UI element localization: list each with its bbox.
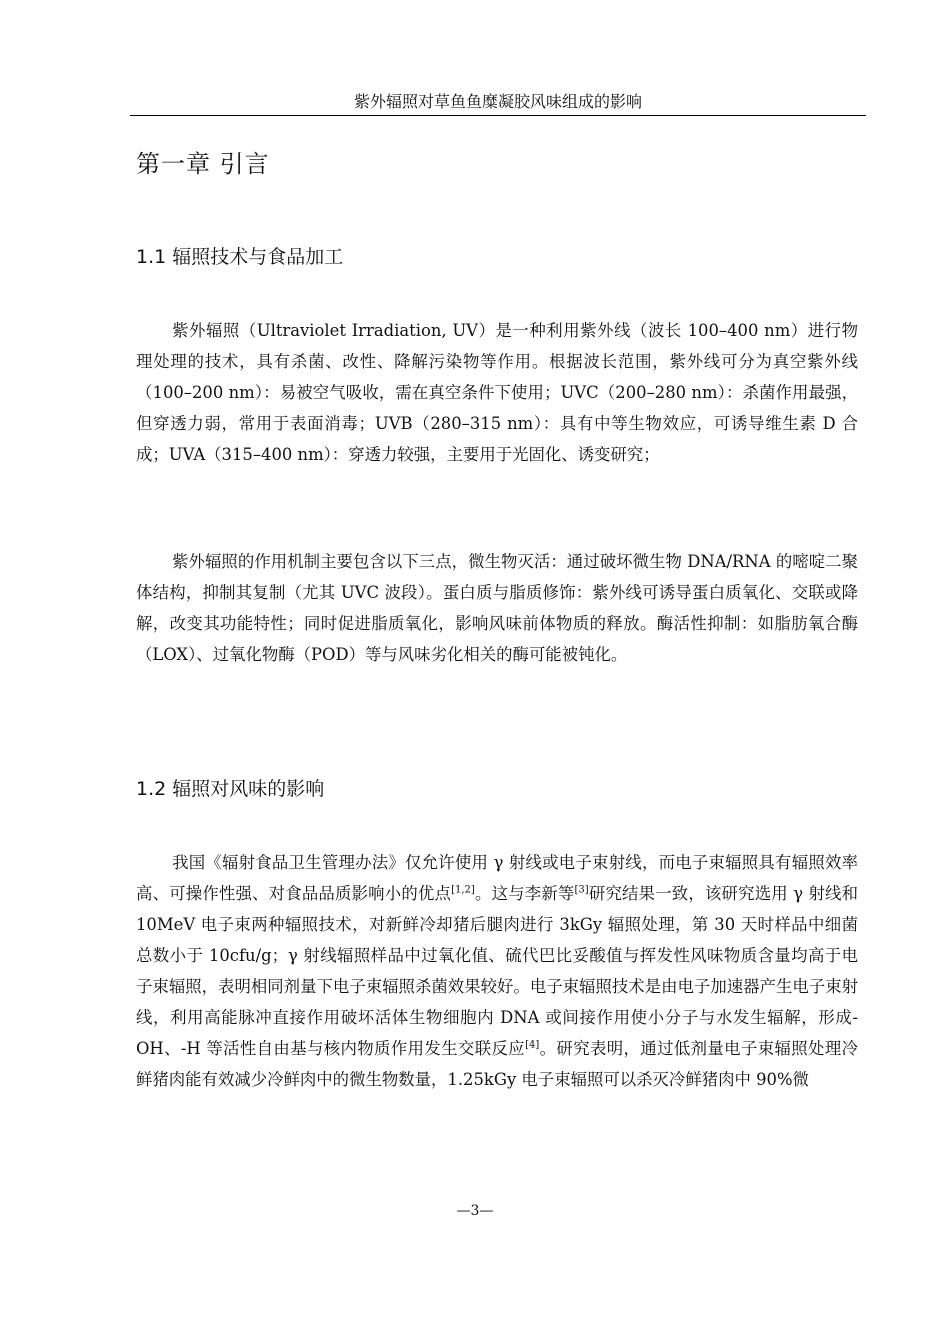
page-number: —3— [456, 1203, 494, 1219]
citation-4: [4] [525, 1039, 540, 1051]
citation-1-2: [1,2] [451, 884, 475, 896]
section-1-2-paragraph [136, 847, 858, 1095]
running-header-title: 紫外辐照对草鱼鱼糜凝胶风味组成的影响 [353, 92, 642, 111]
section-1-2-heading: 1.2 辐照对风味的影响 [136, 778, 325, 800]
paragraph-text: 。这与李新等 [474, 884, 575, 903]
paragraph-text: 我国《辐射食品卫生管理办法》仅允许使用 γ 射线或电子束射线，而电子束辐照具有辐照效率高、可操作性强、对食品品质影响小的优点 [136, 853, 858, 903]
section-1-1-paragraph-1: 紫外辐照（Ultraviolet Irradiation, UV）是一种利用紫外线（波长 100–400 nm）进行物理处理的技术，具有杀菌、改性、降解污染物等作用。根据波长范围，紫外线可分为真空紫外线（100–200 nm）：易被空气吸收，需在真空条件下使用；UVC（200–280 nm）：杀菌作用最强，但穿透力弱，常用于表面消毒；UVB（280–315 nm）：具有中等生物效应，可诱导维生素 D 合成；UVA（315–400 nm）：穿透力较强，主要用于光固化、诱变研究； [136, 321, 858, 464]
chapter-title: 第一章 引言 [136, 150, 270, 178]
paragraph-text: 。研究表明，通过低剂量电子束辐照处理冷鲜猪肉能有效减少冷鲜肉中的微生物数量，1.25kGy 电子束辐照可以杀灭冷鲜猪肉中 90%微 [136, 1039, 858, 1089]
citation-3: [3] [574, 884, 589, 896]
section-1-1-paragraph-2: 紫外辐照的作用机制主要包含以下三点，微生物灭活：通过破坏微生物 DNA/RNA 的嘧啶二聚体结构，抑制其复制（尤其 UVC 波段）。蛋白质与脂质修饰：紫外线可诱导蛋白质氧化、交联或降解，改变其功能特性；同时促进脂质氧化，影响风味前体物质的释放。酶活性抑制：如脂肪氧合酶（LOX）、过氧化物酶（POD）等与风味劣化相关的酶可能被钝化。 [136, 552, 858, 664]
paragraph-text: 研究结果一致，该研究选用 γ 射线和 10MeV 电子束两种辐照技术，对新鲜冷却猪后腿肉进行 3kGy 辐照处理，第 30 天时样品中细菌总数小于 10cfu/g；γ 射线辐照样品中过氧化值、硫代巴比妥酸值与挥发性风味物质含量均高于电子束辐照，表明相同剂量下电子束辐照杀菌效果较好。电子束辐照技术是由电子加速器产生电子束射线，利用高能脉冲直接作用破坏活体生物细胞内 DNA 或间接作用使小分子与水发生辐解，形成-OH、-H 等活性自由基与核内物质作用发生交联反应 [136, 884, 859, 1058]
section-1-1-heading: 1.1 辐照技术与食品加工 [136, 246, 344, 268]
header-rule [130, 115, 866, 116]
